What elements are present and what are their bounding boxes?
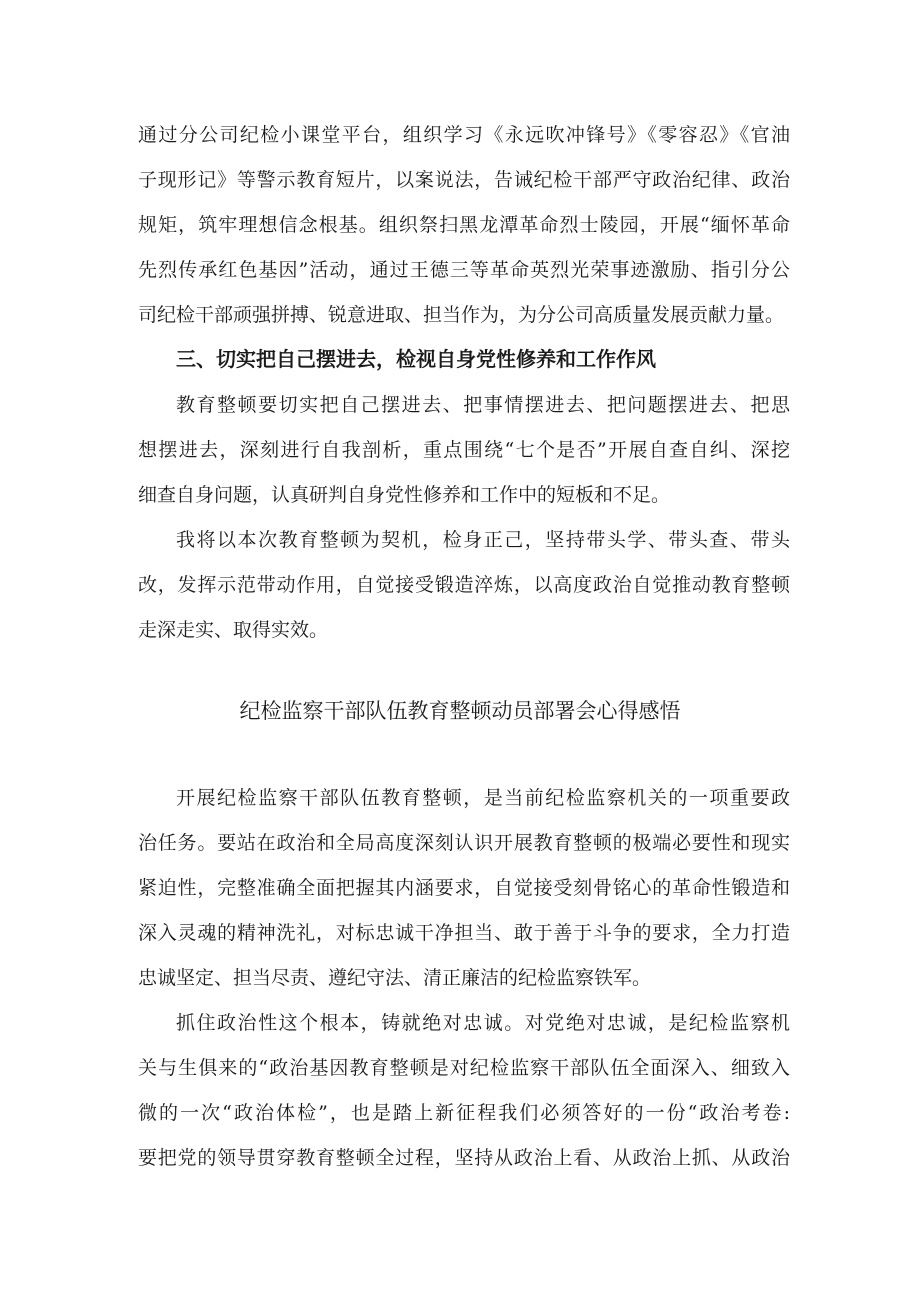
paragraph-line: 我将以本次教育整顿为契机，检身正己，坚持带头学、带头查、带头 bbox=[176, 529, 790, 551]
paragraph-line: 紧迫性，完整准确全面把握其内涵要求，自觉接受刻骨铭心的革命性锻造和 bbox=[138, 877, 790, 899]
paragraph-line: 细查自身问题，认真研判自身党性修养和工作中的短板和不足。 bbox=[138, 484, 671, 506]
paragraph-line: 司纪检干部顽强拼搏、锐意进取、担当作为，为分公司高质量发展贡献力量。 bbox=[138, 304, 785, 326]
paragraph-line: 抓住政治性这个根本，铸就绝对忠诚。对党绝对忠诚，是纪检监察机 bbox=[176, 1012, 790, 1034]
paragraph-line: 关与生俱来的“政治基因教育整顿是对纪检监察干部队伍全面深入、细致入 bbox=[138, 1057, 790, 1079]
paragraph-line: 走深走实、取得实效。 bbox=[138, 619, 329, 641]
paragraph-line: 忠诚坚定、担当尽责、遵纪守法、清正廉洁的纪检监察铁军。 bbox=[138, 967, 652, 989]
paragraph-line: 想摆进去，深刻进行自我剖析，重点围绕“七个是否”开展自查自纠、深挖 bbox=[138, 439, 790, 461]
paragraph-line: 要把党的领导贯穿教育整顿全过程，坚持从政治上看、从政治上抓、从政治 bbox=[138, 1147, 790, 1169]
paragraph-line: 规矩，筑牢理想信念根基。组织祭扫黑龙潭革命烈士陵园，开展“缅怀革命 bbox=[138, 214, 790, 236]
paragraph-line: 治任务。要站在政治和全局高度深刻认识开展教育整顿的极端必要性和现实 bbox=[138, 832, 790, 854]
paragraph-line: 改，发挥示范带动作用，自觉接受锻造淬炼，以高度政治自觉推动教育整顿 bbox=[138, 574, 790, 596]
paragraph-line: 深入灵魂的精神洗礼，对标忠诚干净担当、敢于善于斗争的要求，全力打造 bbox=[138, 922, 790, 944]
section-heading: 三、切实把自己摆进去，检视自身党性修养和工作作风 bbox=[176, 347, 656, 371]
paragraph-line: 先烈传承红色基因”活动，通过王德三等革命英烈光荣事迹激励、指引分公 bbox=[138, 259, 790, 281]
paragraph-line: 微的一次“政治体检”，也是踏上新征程我们必须答好的一份“政治考卷: bbox=[138, 1102, 790, 1124]
paragraph-line: 通过分公司纪检小课堂平台，组织学习《永远吹冲锋号》《零容忍》《官油 bbox=[138, 124, 790, 146]
article-title: 纪检监察干部队伍教育整顿动员部署会心得感悟 bbox=[239, 699, 681, 723]
paragraph-line: 子现形记》等警示教育短片，以案说法，告诫纪检干部严守政治纪律、政治 bbox=[138, 169, 790, 191]
paragraph-line: 开展纪检监察干部队伍教育整顿，是当前纪检监察机关的一项重要政 bbox=[176, 787, 790, 809]
paragraph-line: 教育整顿要切实把自己摆进去、把事情摆进去、把问题摆进去、把思 bbox=[176, 394, 790, 416]
